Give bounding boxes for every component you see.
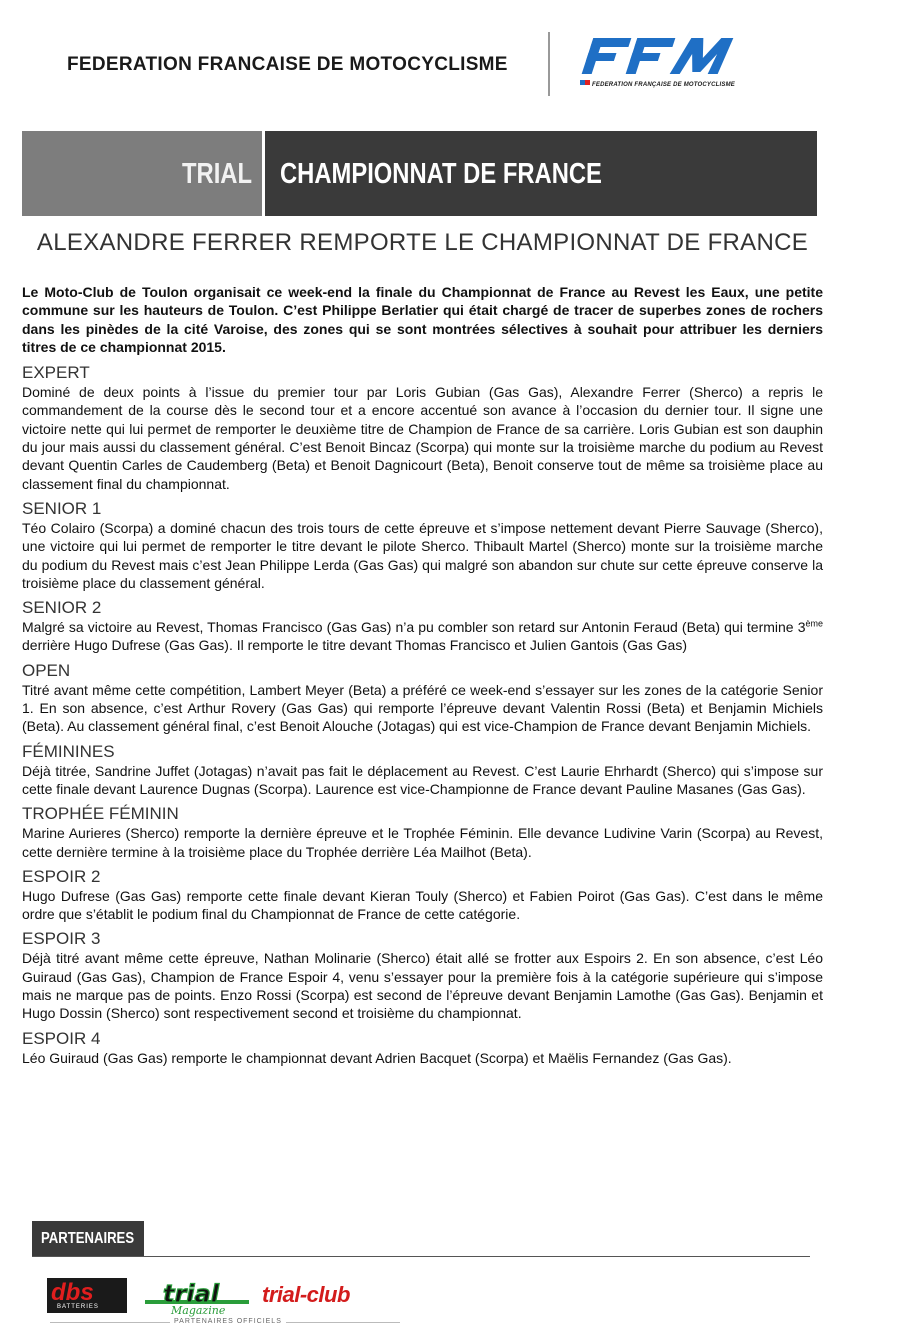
section-senior-2 — [22, 598, 823, 655]
section-title: SENIOR 1 — [22, 498, 102, 518]
banner-championship: CHAMPIONNAT DE FRANCE — [280, 158, 602, 190]
section-body: Léo Guiraud (Gas Gas) remporte le championnat devant Adrien Bacquet (Scorpa) et Maëlis Fernandez (Gas Gas). — [22, 1049, 732, 1066]
section-title: ESPOIR 2 — [22, 866, 101, 886]
section-banner — [22, 131, 817, 216]
section-body-part: derrière Hugo Dufrese (Gas Gas). Il remporte le titre devant Thomas Francisco et Julien Gantois (Gas Gas) — [22, 637, 687, 654]
federation-name: FEDERATION FRANCAISE DE MOTOCYCLISME — [67, 54, 508, 75]
official-partners-label: PARTENAIRES OFFICIELS — [170, 1318, 286, 1325]
header — [0, 0, 900, 110]
section-trophee-feminin — [22, 804, 823, 861]
article-intro: Le Moto-Club de Toulon organisait ce week-end la finale du Championnat de France au Revest les Eaux, une petite commune sur les hauteurs de Toulon. C’est Philippe Berlatier qui était chargé de tracer de superbes zones de rochers dans les pinèdes de la cité Varoise, des zones qui se sont montrées sélectives à souhait pour attribuer les derniers titres de ce championnat 2015. — [22, 284, 823, 355]
section-body: Dominé de deux points à l’issue du premier tour par Loris Gubian (Gas Gas), Alexandre Ferrer (Sherco) a repris le commandement de la course dès le second tour et a encore accentué son avance à l’occasion du dernier tour. Il signe une victoire nette qui lui permet de remporter le deuxième titre de Champion de France de sa carrière. Loris Gubian est son dauphin du jour mais aussi du classement général. C’est Benoit Bincaz (Scorpa) qui monte sur la troisième marche du podium au Revest devant Quentin Carles de Caudemberg (Beta) et Benoit Dagnicourt (Beta), Benoit conserve tout de même sa troisième place au classement final du championnat. — [22, 384, 823, 492]
trial-club-logo: trial-club — [262, 1282, 350, 1307]
section-title: ESPOIR 3 — [22, 929, 101, 949]
section-body: Hugo Dufrese (Gas Gas) remporte cette finale devant Kieran Touly (Sherco) et Fabien Poirot (Gas Gas). C’est dans le même ordre que s’établit le podium final du Championnat de France de cette catégorie. — [22, 887, 823, 923]
trial-logo-text: trial — [163, 1280, 219, 1308]
section-title: TROPHÉE FÉMININ — [22, 804, 179, 824]
section-body — [22, 618, 823, 655]
section-title: FÉMININES — [22, 741, 115, 761]
banner-discipline: TRIAL — [182, 158, 253, 190]
magazine-logo-text: Magazine — [171, 1304, 226, 1317]
logo-tagline: FEDERATION FRANÇAISE DE MOTOCYCLISME — [592, 82, 735, 88]
section-expert — [22, 363, 823, 493]
section-espoir-2 — [22, 867, 823, 924]
section-title: ESPOIR 4 — [22, 1028, 101, 1048]
section-body: Déjà titré avant même cette épreuve, Nathan Molinarie (Sherco) était allé se frotter aux Espoirs 2. En son absence, c’est Léo Guiraud (Gas Gas), Champion de France Espoir 4, venu s’essayer pour la première fois à la catégorie supérieure qui s’impose mais ne marque pas de points. Enzo Rossi (Scorpa) est second de l’épreuve devant Benjamin Lamothe (Gas Gas). Benjamin et Hugo Dossin (Sherco) sont respectivement second et troisième du championnat. — [22, 950, 823, 1022]
article-content — [22, 283, 823, 1073]
ordinal-superscript: ème — [805, 618, 823, 629]
trial-magazine-logo — [143, 1278, 253, 1318]
section-body-part: Malgré sa victoire au Revest, Thomas Francisco (Gas Gas) n’a pu combler son retard sur Antonin Feraud (Beta) qui termine 3 — [22, 619, 806, 636]
dbs-logo-subtext: BATTERIES — [57, 1304, 99, 1310]
section-espoir-3 — [22, 929, 823, 1022]
banner-divider — [262, 131, 265, 216]
partners-tab — [32, 1221, 144, 1257]
dbs-batteries-logo — [47, 1278, 127, 1313]
section-feminines — [22, 742, 823, 799]
section-title: OPEN — [22, 660, 71, 680]
partners-divider — [32, 1256, 810, 1257]
partners-label: PARTENAIRES — [41, 1230, 135, 1247]
section-body: Déjà titrée, Sandrine Juffet (Jotagas) n’avait pas fait le déplacement au Revest. C’est Laurie Ehrhardt (Sherco) qui s’impose sur cette finale devant Laurence Dugnas (Scorpa). Laurence est vice-Championne de France devant Pauline Masanes (Gas Gas). — [22, 762, 823, 797]
section-title: SENIOR 2 — [22, 598, 102, 618]
section-body: Marine Aurieres (Sherco) remporte la dernière épreuve et le Trophée Féminin. Elle devance Ludivine Varin (Scorpa) au Revest, cette dernière termine à la troisième place du Trophée derrière Léa Mailhot (Beta). — [22, 825, 823, 860]
section-title: EXPERT — [22, 363, 90, 383]
header-divider — [548, 32, 550, 96]
dbs-logo-text: dbs — [51, 1279, 94, 1306]
section-body: Titré avant même cette compétition, Lambert Meyer (Beta) a préféré ce week-end s’essayer sur les zones de la catégorie Senior 1. En son absence, c’est Arthur Rovery (Gas Gas) qui remporte l’épreuve devant Valentin Rossi (Beta) et Benjamin Michiels (Beta). Au classement général final, c’est Benoit Alouche (Jotagas) qui est vice-Champion de France devant Benjamin Michiels. — [22, 681, 823, 735]
section-senior-1 — [22, 499, 823, 592]
article-headline: ALEXANDRE FERRER REMPORTE LE CHAMPIONNAT DE FRANCE — [36, 229, 809, 256]
section-espoir-4 — [22, 1029, 823, 1067]
section-open — [22, 661, 823, 736]
section-body: Téo Colairo (Scorpa) a dominé chacun des trois tours de cette épreuve et s’impose nettement devant Pierre Sauvage (Sherco), une victoire qui lui permet de remporter le titre devant le pilote Sherco. Thibault Martel (Sherco) monte sur la troisième marche du podium du Revest mais c’est Jean Philippe Lerda (Gas Gas) qui malgré son abandon sur chute sur cette épreuve conserve la troisième place du classement général. — [22, 519, 823, 591]
